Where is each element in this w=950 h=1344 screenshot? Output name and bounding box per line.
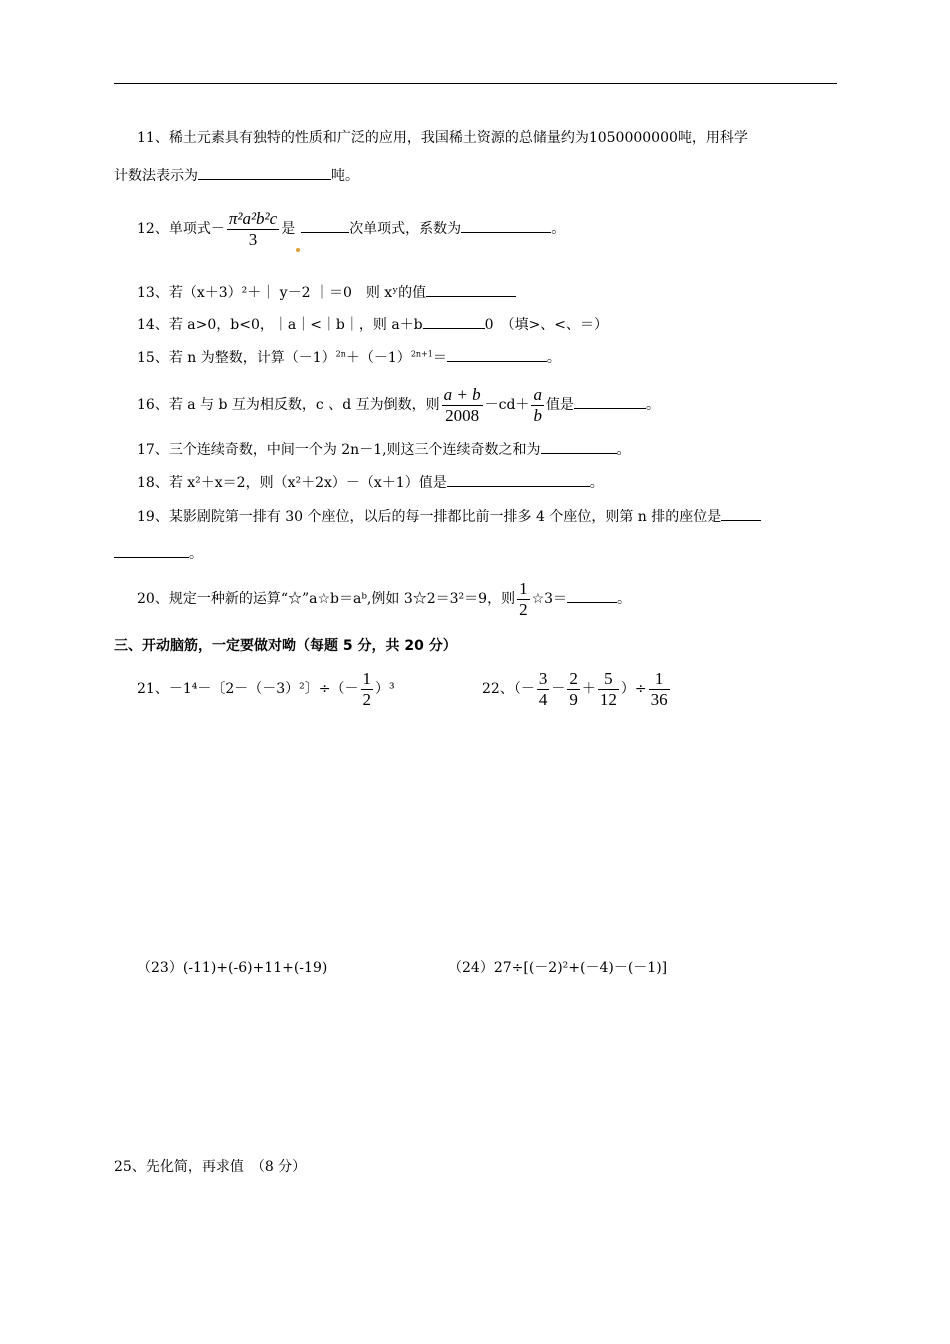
q18-answer-blank[interactable] <box>447 472 590 487</box>
q22-f4-numerator: 1 <box>654 668 664 688</box>
q24-text: （24）27÷[(－2)²+(－4)－(－1)] <box>448 960 668 976</box>
q22-f3-denominator: 12 <box>599 689 617 709</box>
q22-fraction-1 <box>537 669 550 710</box>
q12-degree-blank[interactable] <box>301 218 349 233</box>
q19-answer-blank-1[interactable] <box>721 506 761 521</box>
q22-prefix: 22、（－ <box>482 681 535 697</box>
q11-cont: 计数法表示为 <box>114 168 198 184</box>
q20-mid: ☆3＝ <box>531 591 568 607</box>
question-20 <box>137 576 631 622</box>
q12-mid1: 是 <box>281 221 296 237</box>
q16-f2-denominator: b <box>533 405 542 425</box>
q18-text: 18、若 x²＋x＝2，则（x²＋2x）－（x＋1）值是 <box>137 475 447 491</box>
section-3-heading <box>114 635 457 655</box>
q20-prefix: 20、规定一种新的运算“☆”a☆b＝aᵇ,例如 3☆2＝3²＝9，则 <box>137 591 516 607</box>
q22-f2-numerator: 2 <box>569 668 578 688</box>
q21-fraction <box>361 669 374 710</box>
q22-op3: ）÷ <box>620 681 647 697</box>
q21-tail: ）³ <box>375 681 395 697</box>
q20-answer-blank[interactable] <box>567 588 617 603</box>
question-11-cont <box>114 165 359 186</box>
q15-answer-blank[interactable] <box>447 347 547 362</box>
question-23 <box>137 958 327 978</box>
q12-coefficient-blank[interactable] <box>461 218 551 233</box>
q20-denominator: 2 <box>519 599 528 619</box>
question-16 <box>137 382 660 428</box>
q22-fraction-3 <box>598 669 619 710</box>
question-11 <box>137 128 748 148</box>
q22-f4-denominator: 36 <box>650 689 668 709</box>
q15-end: 。 <box>546 350 561 366</box>
question-22 <box>482 666 672 712</box>
q12-denominator: 3 <box>248 229 258 249</box>
q22-fraction-2 <box>567 669 580 710</box>
q19-end: 。 <box>189 546 203 562</box>
q20-numerator: 1 <box>519 578 528 598</box>
q21-prefix: 21、－1⁴－〔2－（－3）²〕÷（－ <box>137 681 359 697</box>
top-rule <box>114 83 837 84</box>
q17-answer-blank[interactable] <box>541 439 617 454</box>
q16-prefix: 16、若 a 与 b 互为相反数，c 、d 互为倒数，则 <box>137 397 440 413</box>
q22-f1-denominator: 4 <box>538 689 548 709</box>
q25-text: 25、先化简，再求值 （8 分） <box>114 1159 307 1175</box>
question-15 <box>137 347 561 368</box>
q23-text: （23）(-11)+(-6)+11+(-19) <box>137 960 328 976</box>
q12-prefix: 12、单项式－ <box>137 221 225 237</box>
question-17 <box>137 439 631 460</box>
q16-f1-denominator: 2008 <box>445 405 480 425</box>
q21-numerator: 1 <box>362 668 371 688</box>
q17-text: 17、三个连续奇数，中间一个为 2n－1,则这三个连续奇数之和为 <box>137 442 541 458</box>
q20-fraction <box>517 579 530 620</box>
question-24 <box>448 958 667 978</box>
q20-end: 。 <box>617 591 632 607</box>
q11-text: 11、稀土元素具有独特的性质和广泛的应用，我国稀土资源的总储量约为1050000000吨，用科学 <box>137 130 748 146</box>
q22-op1: － <box>551 681 566 697</box>
q16-f1-numerator: a + b <box>443 384 481 404</box>
q11-tail: 吨。 <box>331 168 359 184</box>
q15-tail: ＝ <box>432 350 447 366</box>
question-14 <box>137 314 608 335</box>
question-19 <box>137 506 761 527</box>
q22-f3-numerator: 5 <box>604 668 613 688</box>
q16-mid: －cd＋ <box>484 397 530 413</box>
q11-answer-blank[interactable] <box>198 165 331 180</box>
q15-prefix: 15、若 n 为整数，计算（－1） <box>137 350 336 366</box>
q15-exp1: 2n <box>335 349 346 359</box>
q22-op2: ＋ <box>581 681 596 697</box>
q14-text: 14、若 a>0，b<0，｜a｜<｜b｜，则 a＋b <box>137 317 423 333</box>
q13-answer-blank[interactable] <box>426 282 516 297</box>
q22-fraction-4 <box>649 669 670 710</box>
q14-tail: 0 （填>、<、＝） <box>484 317 609 333</box>
q16-end: 。 <box>645 397 660 413</box>
question-12 <box>137 206 565 252</box>
q16-answer-blank[interactable] <box>574 394 646 409</box>
q22-f1-numerator: 3 <box>538 668 548 688</box>
q18-end: 。 <box>589 475 604 491</box>
q19-text: 19、某影剧院第一排有 30 个座位，以后的每一排都比前一排多 4 个座位，则第 n 排的座位是 <box>137 509 722 525</box>
marker-dot <box>296 248 300 252</box>
question-13 <box>137 282 516 303</box>
question-21 <box>137 666 395 712</box>
q16-f2-numerator: a <box>533 384 542 404</box>
q15-mid: ＋（－1） <box>345 350 411 366</box>
question-19-cont <box>114 543 203 564</box>
q21-denominator: 2 <box>362 689 371 709</box>
q16-fraction-1 <box>442 385 483 426</box>
q15-exp2: 2n+1 <box>410 349 433 359</box>
q16-tail: 值是 <box>545 397 574 413</box>
q17-end: 。 <box>616 442 631 458</box>
q12-mid2: 次单项式，系数为 <box>349 221 462 237</box>
q19-answer-blank-2[interactable] <box>114 543 189 558</box>
q12-fraction <box>227 209 279 250</box>
q12-numerator: π²a²b²c <box>228 208 278 228</box>
q14-answer-blank[interactable] <box>423 314 485 329</box>
q22-f2-denominator: 9 <box>569 689 578 709</box>
question-25 <box>114 1157 306 1177</box>
q16-fraction-2 <box>531 385 544 426</box>
question-18 <box>137 472 604 493</box>
section-3-title: 三、开动脑筋，一定要做对呦（每题 5 分，共 20 分） <box>114 638 457 654</box>
q13-text: 13、若（x＋3）²＋｜ y－2 ｜＝0 则 xʸ的值 <box>137 285 427 301</box>
q12-tail: 。 <box>551 221 566 237</box>
